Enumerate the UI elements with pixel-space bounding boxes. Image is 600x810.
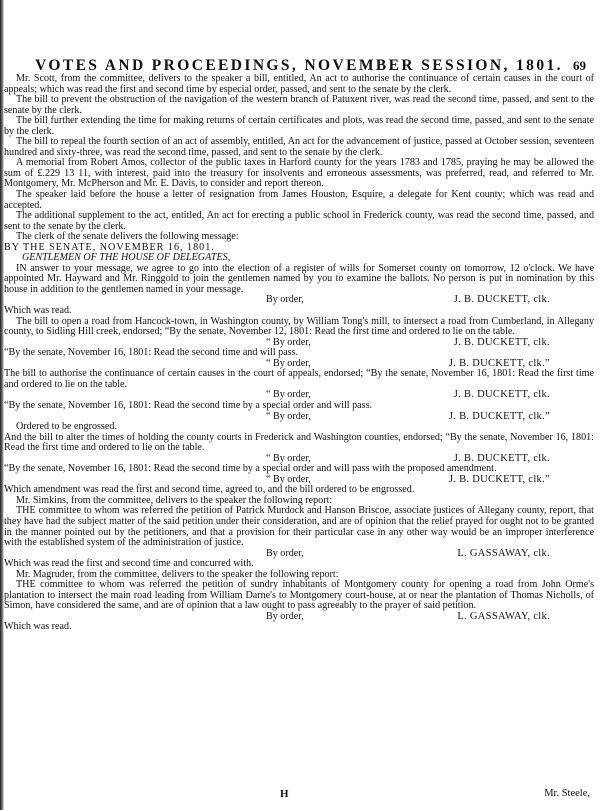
paragraph: The clerk of the senate delivers the following message: (16, 231, 239, 243)
signature-clerk: L. GASSAWAY, clk. (457, 547, 550, 559)
signature-by-order: “ By order, (266, 336, 311, 348)
paragraph: GENTLEMEN OF THE HOUSE OF DELEGATES, (22, 252, 231, 264)
signature-by-order: By order, (266, 547, 304, 559)
page-footer (0, 788, 600, 799)
signature-clerk: J. B. DUCKETT, clk.” (448, 473, 550, 485)
signature-clerk: J. B. DUCKETT, clk.” (448, 357, 550, 369)
paragraph: And the bill to alter the times of holding the county courts in Frederick and Washington counties, endorsed; “By the senate, November 16, 1801: Read the first time and ordered to lie on the table. (4, 431, 594, 454)
signature-clerk: J. B. DUCKETT, clk. (453, 389, 550, 401)
paragraph: The bill further extending the time for making returns of certain certificates and plots, was read the second time, passed, and sent to the senate by the clerk. (4, 115, 594, 137)
signature-by-order: “ By order, (266, 473, 311, 485)
paragraph: A memorial from Robert Amos, collector of the public taxes in Harford county for the years 1783 and 1785, praying he may be allowed the sum of £.229 13 11, with interest, paid into the treasury for insolvents and erroneous assessments, was preferred, read, and referred to Mr. Montgomery, Mr. McPherson and Mr. E. Davis, to consider and report thereon. (4, 157, 594, 190)
paragraph: Mr. Magruder, from the committee, delivers to the speaker the following report: (16, 568, 339, 580)
paragraph: The additional supplement to the act, entitled, An act for erecting a public school in Frederick county, was read the second time, passed, and sent to the senate by the clerk. (4, 210, 594, 232)
signature-by-order: “ By order, (266, 389, 311, 401)
paragraph: The bill to authorise the continuance of certain causes in the court of appeals, endorsed; “By the senate, November 16, 1801: Read the first time and ordered to lie on the table. (4, 368, 594, 390)
catchword: Mr. Steele, (544, 788, 590, 799)
message-heading: BY THE SENATE, NOVEMBER 16, 1801. (4, 241, 215, 253)
paragraph: “By the senate, November 16, 1801: Read the second time and will pass. (4, 347, 299, 359)
paragraph: The bill to repeal the fourth section of an act of assembly, entitled, An act for the advancement of justice, passed at October session, seventeen hundred and sixty-three, was read the second time, passed, and sent to the senate by the clerk. (4, 136, 594, 158)
paragraph: The bill to prevent the obstruction of the navigation of the western branch of Patuxent river, was read the second time, passed, and sent to the senate by the clerk. (4, 94, 594, 116)
paragraph: Ordered to be engrossed. (16, 421, 117, 433)
signature-clerk: L. GASSAWAY, clk. (457, 610, 550, 622)
paragraph: THE committee to whom was referred the petition of Patrick Murdock and Hanson Briscoe, associate justices of Allegany county, report, that they have had the subject matter of the said petition under their consideration, and are of opinion that the relief prayed for ought not to be granted in the manner pointed out by the petitioners, and that a provision for their particular case in any other way would be an improper interference with the established system of the administration of justice. (4, 505, 594, 549)
paragraph: IN answer to your message, we agree to go into the election of a register of wills for Somerset county on tomorrow, 12 o'clock. We have appointed Mr. Hayward and Mr. Ringgold to join the gentlemen named by you to examine the ballots. No person is put in nomination by this house in addition to the gentlemen named in your message. (4, 262, 594, 295)
signature-clerk: J. B. DUCKETT, clk. (453, 452, 550, 464)
paragraph: The speaker laid before the house a letter of resignation from James Houston, Esquire, a delegate for Kent county; which was read and accepted. (4, 189, 594, 211)
signature-by-order: “ By order, (266, 452, 311, 464)
paragraph: Which was read the first and second time and concurred with. (4, 558, 254, 570)
signature-mark: H (280, 787, 289, 800)
signature-by-order: By order, (266, 294, 304, 306)
paragraph: Which amendment was read the first and second time, agreed to, and the bill ordered to be engrossed. (4, 484, 415, 496)
paragraph: Which was read. (4, 621, 72, 633)
signature-clerk: J. B. DUCKETT, clk. (453, 294, 550, 306)
paragraph: Which was read. (4, 305, 72, 317)
signature-by-order: “ By order, (266, 410, 311, 422)
paragraph: Mr. Simkins, from the committee, delivers to the speaker the following report: (16, 494, 333, 506)
paragraph: Mr. Scott, from the committee, delivers to the speaker a bill, entitled, An act to authorise the continuance of certain causes in the court of appeals; which was read the first and second time by especial order, passed, and sent to the senate by the clerk. (4, 73, 594, 95)
signature-clerk: J. B. DUCKETT, clk. (453, 336, 550, 348)
paragraph: “By the senate, November 16, 1801: Read the second time by a special order and will pass. (4, 399, 373, 411)
paragraph: “By the senate, November 16, 1801: Read the second time by a special order and will pass with the proposed amendment. (4, 463, 497, 475)
paragraph: THE committee to whom was referred the petition of sundry inhabitants of Montgomery county for opening a road from John Orme's plantation to intersect the main road leading from William Darne's to Montgomery court-house, at or near the plantation of Thomas Nicholls, of Simon, have considered the same, and are of opinion that a law ought to pass agreeably to the prayer of said petition. (4, 579, 594, 612)
page-title: VOTES AND PROCEEDINGS, NOVEMBER SESSION, 1801. (35, 57, 563, 74)
document-body (4, 74, 594, 633)
signature-clerk: J. B. DUCKETT, clk.” (448, 410, 550, 422)
signature-by-order: By order, (266, 610, 304, 622)
signature-by-order: “ By order, (266, 357, 311, 369)
signature-line (4, 295, 594, 306)
signature-line (4, 612, 594, 623)
running-head (4, 0, 594, 74)
page-number: 69 (573, 58, 586, 73)
paragraph: The bill to open a road from Hancock-town, in Washington county, by William Tong's mill, to intersect a road from Cumberland, in Allegany county, to Sidling Hill creek, endorsed; “By the senate, November 12, 1801: Read the first time and ordered to lie on the table. (4, 315, 594, 338)
